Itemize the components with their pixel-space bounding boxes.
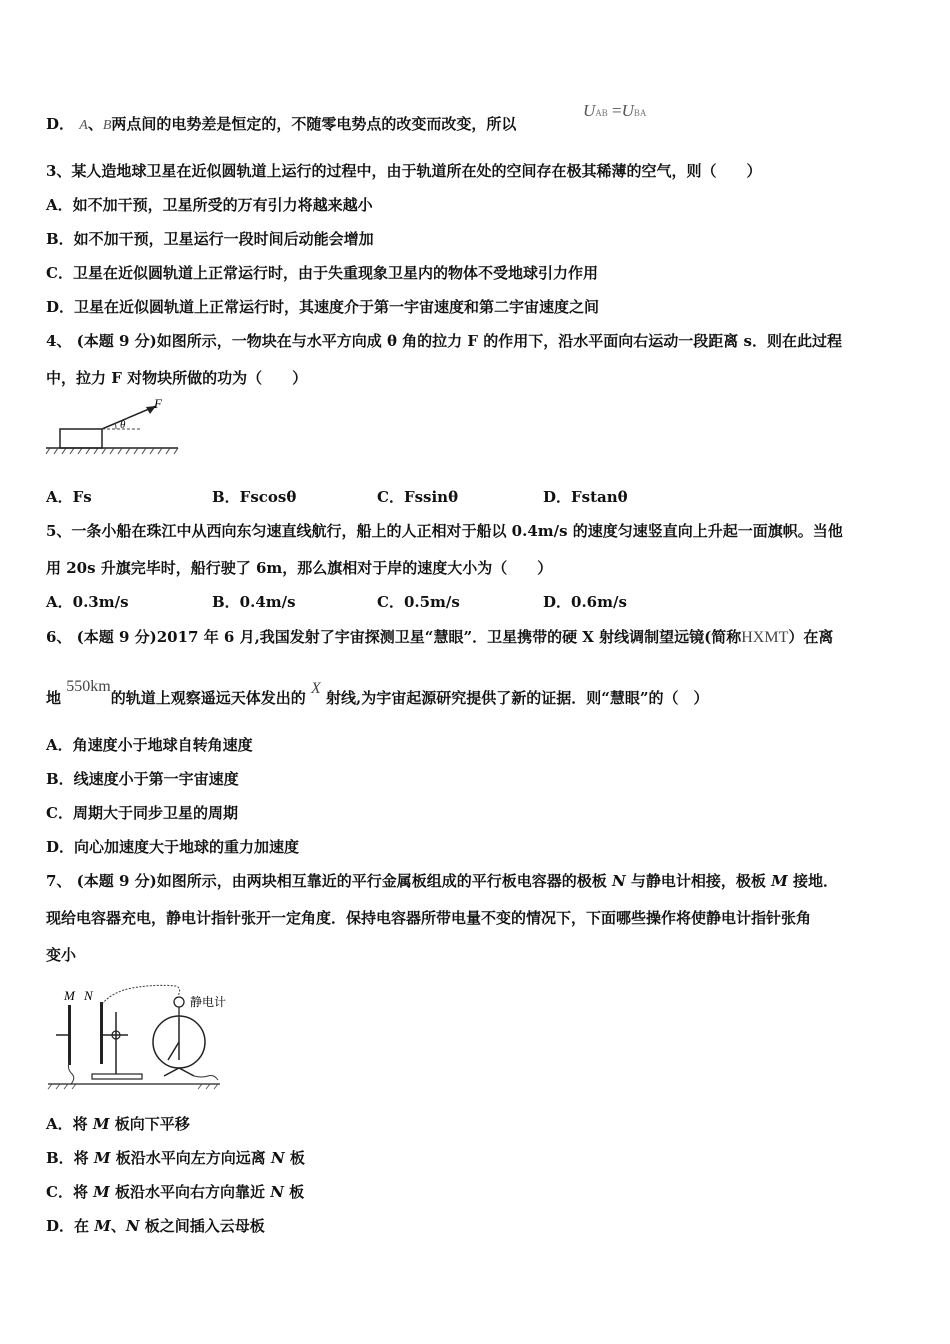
plate-m-label: M (771, 872, 788, 890)
point-a: A (79, 118, 88, 133)
q7-stem-line2: 现给电容器充电，静电计指针张开一定角度．保持电容器所带电量不变的情况下，下面哪些操作将使静电计指针张角 (46, 909, 812, 927)
q6-stem-line2 (46, 678, 709, 709)
fig-n-label: N (84, 988, 93, 1003)
q5-option-a: A．0.3m/s (46, 593, 129, 611)
electroscope-label: 静电计 (190, 995, 227, 1009)
electroscope-needle (168, 1042, 179, 1060)
plate-n-label: N (611, 872, 626, 890)
ground-wire-electroscope (194, 1076, 218, 1081)
q7-option-a (46, 1114, 190, 1134)
q6-stem-line1 (46, 627, 833, 648)
opt-var1: M (93, 1149, 111, 1167)
hxmt-label: HXMT (741, 629, 789, 646)
q7-option-b (46, 1148, 305, 1168)
opt-pre: B．将 (46, 1149, 94, 1167)
q7-stem-part1: 7、 (本题 9 分)如图所示，由两块相互靠近的平行金属板组成的平行板电容器的极板 (46, 872, 612, 890)
q3-option-b: B．如不加干预，卫星运行一段时间后动能会增加 (46, 230, 374, 248)
x-ray-symbol: X (310, 680, 321, 697)
formula-sub2: BA (633, 108, 647, 118)
q4-option-a: A．Fs (46, 488, 92, 506)
q4-stem-line2: 中，拉力 F 对物块所做的功为（ ） (46, 369, 308, 387)
opt-mid: 板沿水平向左方向远离 (110, 1149, 271, 1167)
q7-option-c (46, 1182, 304, 1202)
opt-mid: 、 (110, 1217, 126, 1235)
electroscope-base (164, 1068, 194, 1076)
formula-u2: U (621, 101, 634, 120)
opt-mid: 板沿水平向右方向靠近 (109, 1183, 271, 1201)
q3-option-d: D．卫星在近似圆轨道上正常运行时，其速度介于第一宇宙速度和第二宇宙速度之间 (46, 298, 600, 316)
q5-stem-line2: 用 20s 升旗完毕时，船行驶了 6m，那么旗相对于岸的速度大小为（ ） (46, 559, 553, 577)
point-b: B (102, 118, 112, 133)
orbit-altitude: 550km (66, 678, 111, 695)
q7-option-d (46, 1216, 265, 1236)
option-text: 两点间的电势差是恒定的，不随零电势点的改变而改变，所以 (111, 115, 517, 133)
q6-stem-part4: 的轨道上观察遥远天体发出的 (110, 689, 306, 707)
opt-post: 板 (283, 1183, 305, 1201)
q6-stem-part5: 射线,为宇宙起源研究提供了新的证据．则“慧眼”的（ ） (325, 689, 709, 707)
opt-pre: D．在 (46, 1217, 95, 1235)
q6-stem-part2: ）在离 (788, 628, 834, 646)
q4-option-c: C．Fssinθ (377, 488, 459, 506)
q5-stem-line1: 5、一条小船在珠江中从西向东匀速直线航行，船上的人正相对于船以 0.4m/s 的速度匀速竖直向上升起一面旗帜。当他 (46, 522, 843, 540)
fig-m-label: M (64, 988, 75, 1003)
ground-hatch (46, 448, 178, 454)
electroscope-knob (174, 997, 184, 1007)
q6-stem-part1: 6、 (本题 9 分)2017 年 6 月,我国发射了宇宙探测卫星“慧眼”．卫星携带的硬 X 射线调制望远镜(简称 (46, 628, 742, 646)
q7-stem-line3: 变小 (46, 946, 77, 964)
q7-stem-part3: 接地． (787, 872, 838, 890)
force-label: F (154, 396, 162, 411)
q6-option-c: C．周期大于同步卫星的周期 (46, 804, 238, 822)
q4-figure (44, 396, 184, 458)
opt-pre: A．将 (46, 1115, 93, 1133)
q6-option-d: D．向心加速度大于地球的重力加速度 (46, 838, 300, 856)
q5-option-d: D．0.6m/s (543, 593, 627, 611)
opt-var2: N (125, 1217, 140, 1235)
q4-option-d: D．Fstanθ (543, 488, 628, 506)
ground-hatch-q7 (48, 1084, 218, 1089)
opt-var2: N (270, 1149, 285, 1167)
formula-u1: U (583, 101, 596, 120)
q3-stem: 3、某人造地球卫星在近似圆轨道上运行的过程中，由于轨道所在处的空间存在极其稀薄的空气，则（ ） (46, 162, 762, 180)
opt-post: 板 (284, 1149, 305, 1167)
q7-stem-line1 (46, 871, 838, 891)
q5-option-c: C．0.5m/s (377, 593, 460, 611)
opt-var2: N (270, 1183, 284, 1201)
opt-post: 板之间插入云母板 (139, 1217, 265, 1235)
formula-uab-uba (583, 101, 646, 123)
q4-stem-line1: 4、 (本题 9 分)如图所示，一物块在与水平方向成 θ 角的拉力 F 的作用下，沿水平面向右运动一段距离 s．则在此过程 (46, 332, 842, 350)
q7-figure (42, 980, 242, 1095)
q3-option-c: C．卫星在近似圆轨道上正常运行时，由于失重现象卫星内的物体不受地球引力作用 (46, 264, 598, 282)
formula-eq: = (612, 101, 622, 120)
connecting-wire (102, 985, 180, 1004)
plate-n (100, 1002, 103, 1064)
opt-var1: M (93, 1183, 110, 1201)
opt-mid: 板向下平移 (109, 1115, 190, 1133)
block (60, 429, 102, 448)
q6-option-b: B．线速度小于第一宇宙速度 (46, 770, 239, 788)
opt-pre: C．将 (46, 1183, 94, 1201)
q6-option-a: A．角速度小于地球自转角速度 (46, 736, 253, 754)
q4-option-b: B．Fscosθ (212, 488, 297, 506)
stand-base (92, 1074, 142, 1079)
q6-stem-part3: 地 (46, 689, 62, 707)
formula-sub1: AB (595, 108, 608, 118)
opt-var1: M (92, 1115, 110, 1133)
plate-m (68, 1005, 71, 1065)
angle-label: θ (120, 419, 126, 431)
opt-var1: M (94, 1217, 111, 1235)
option-label: D． (46, 115, 75, 133)
q5-option-b: B．0.4m/s (212, 593, 296, 611)
q2-option-d (46, 114, 516, 136)
separator: 、 (87, 115, 103, 133)
q3-option-a: A．如不加干预，卫星所受的万有引力将越来越小 (46, 196, 373, 214)
q7-stem-part2: 与静电计相接，极板 (625, 872, 772, 890)
